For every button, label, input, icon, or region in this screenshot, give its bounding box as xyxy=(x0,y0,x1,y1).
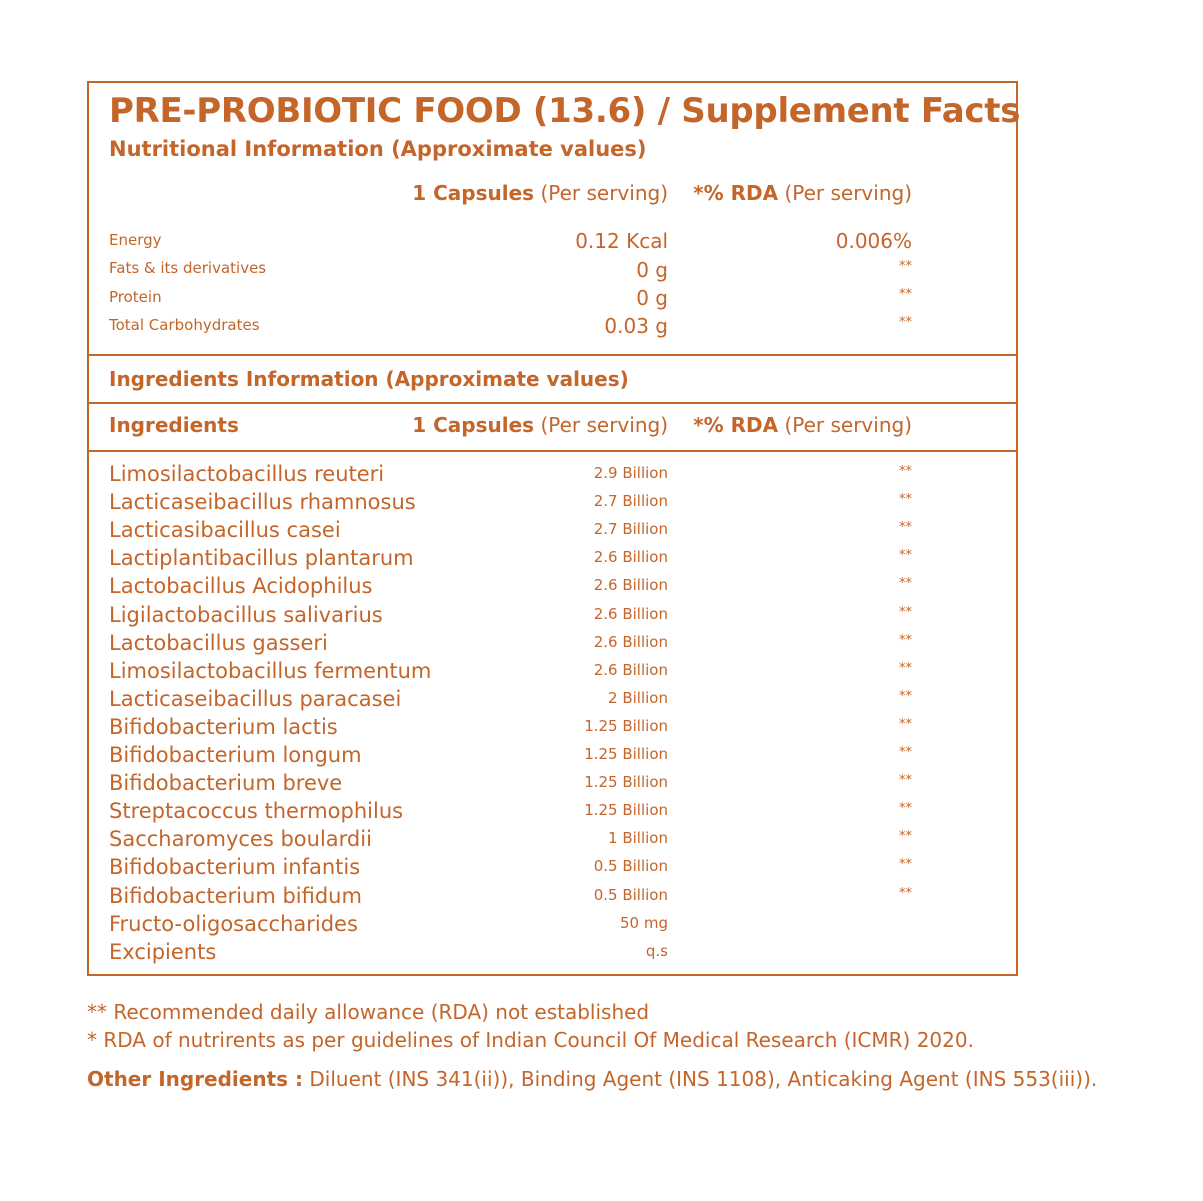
ingredient-amount: 1.25 Billion xyxy=(584,745,668,763)
ingredient-amount: 2.7 Billion xyxy=(593,492,668,511)
ingredients-column-header: Ingredients xyxy=(109,413,239,437)
nutrition-value: 0 g xyxy=(636,286,668,310)
ingredient-rda: ** xyxy=(899,464,912,479)
ingredient-name: Saccharomyces boulardii xyxy=(109,827,372,852)
ingredient-amount: 1.25 Billion xyxy=(584,801,668,820)
nutrition-rda: 0.006% xyxy=(835,229,912,253)
ingredient-amount: 2 Billion xyxy=(608,688,668,707)
ingredient-name: Lacticaseibacillus paracasei xyxy=(109,686,402,711)
ingredient-name: Limosilactobacillus fermentum xyxy=(109,658,432,683)
ingredient-amount: q.s xyxy=(645,941,668,960)
nutrition-rda: ** xyxy=(899,259,912,274)
ingredient-rda: ** xyxy=(899,688,912,704)
ingredient-rda: ** xyxy=(899,857,912,873)
divider xyxy=(89,354,1016,356)
nutrition-value: 0 g xyxy=(636,258,668,282)
serving-column-header: 1 Capsules (Per serving) xyxy=(412,181,668,205)
ingredient-rda: ** xyxy=(899,576,912,592)
rda-column-header: *% RDA (Per serving) xyxy=(693,181,912,205)
nutrition-rda: ** xyxy=(899,315,912,330)
ingredients-section-title: Ingredients Information (Approximate values) xyxy=(109,367,629,391)
ingredient-name: Lactobacillus gasseri xyxy=(109,630,328,655)
ingredient-rda: ** xyxy=(899,492,912,508)
ingredient-amount: 50 mg xyxy=(620,913,668,932)
divider xyxy=(89,450,1016,452)
ingredient-rda: ** xyxy=(899,548,912,564)
supplement-facts-panel xyxy=(87,81,1021,976)
ingredient-name: Lactobacillus Acidophilus xyxy=(109,574,373,599)
nutrition-value: 0.12 Kcal xyxy=(575,229,668,253)
ingredient-rda-header: *% RDA (Per serving) xyxy=(693,413,912,437)
divider xyxy=(89,402,1016,404)
ingredient-amount: 2.6 Billion xyxy=(593,604,668,623)
ingredient-name: Bifidobacterium lactis xyxy=(109,714,338,739)
nutrition-label: Protein xyxy=(109,288,162,306)
ingredient-name: Lactiplantibacillus plantarum xyxy=(109,546,414,571)
ingredient-amount: 0.5 Billion xyxy=(593,885,668,904)
ingredient-rda: ** xyxy=(899,660,912,676)
ingredient-name: Fructo-oligosaccharides xyxy=(109,911,358,936)
ingredient-rda: ** xyxy=(899,520,912,536)
ingredient-rda: ** xyxy=(899,829,912,845)
nutrition-value: 0.03 g xyxy=(604,314,668,338)
ingredient-rda: ** xyxy=(899,716,912,732)
ingredient-amount: 1.25 Billion xyxy=(584,773,668,792)
ingredient-rda: ** xyxy=(899,773,912,789)
ingredient-name: Lacticasibacillus casei xyxy=(109,518,341,543)
footnote-rda: ** Recommended daily allowance (RDA) not established xyxy=(87,1000,650,1024)
ingredient-amount: 0.5 Billion xyxy=(593,857,668,876)
nutrition-label: Fats & its derivatives xyxy=(109,259,267,277)
ingredient-amount: 2.6 Billion xyxy=(593,632,668,651)
nutrition-label: Energy xyxy=(109,231,162,249)
ingredient-amount: 2.6 Billion xyxy=(593,576,668,595)
ingredient-rda: ** xyxy=(899,745,912,760)
ingredient-amount: 2.6 Billion xyxy=(593,660,668,679)
ingredient-name: Bifidobacterium infantis xyxy=(109,855,361,880)
ingredient-name: Bifidobacterium longum xyxy=(109,743,362,767)
ingredient-amount: 2.9 Billion xyxy=(593,464,668,482)
ingredient-rda: ** xyxy=(899,885,912,901)
ingredient-name: Streptacoccus thermophilus xyxy=(109,799,404,824)
ingredient-rda: ** xyxy=(899,632,912,648)
ingredient-rda: ** xyxy=(899,604,912,620)
nutrition-label: Total Carbohydrates xyxy=(109,316,260,334)
ingredient-rda: ** xyxy=(899,801,912,817)
ingredient-name: Lacticaseibacillus rhamnosus xyxy=(109,490,416,515)
ingredient-name: Ligilactobacillus salivarius xyxy=(109,602,383,627)
ingredient-amount: 1 Billion xyxy=(608,829,668,848)
ingredient-name: Limosilactobacillus reuteri xyxy=(109,462,385,486)
ingredient-amount: 1.25 Billion xyxy=(584,716,668,735)
ingredient-amount: 2.6 Billion xyxy=(593,548,668,567)
ingredient-serving-header: 1 Capsules (Per serving) xyxy=(412,413,668,437)
other-ingredients: Other Ingredients : Diluent (INS 341(ii)), Binding Agent (INS 1108), Anticaking Agent (INS 553(iii)). xyxy=(87,1067,1098,1091)
nutrition-rda: ** xyxy=(899,287,912,302)
footnote-icmr: * RDA of nutrirents as per guidelines of Indian Council Of Medical Research (ICMR) 2020. xyxy=(87,1028,974,1052)
ingredient-name: Bifidobacterium bifidum xyxy=(109,883,362,908)
ingredient-amount: 2.7 Billion xyxy=(593,520,668,539)
nutrition-subtitle: Nutritional Information (Approximate values) xyxy=(109,137,647,161)
ingredient-name: Excipients xyxy=(109,939,217,964)
panel-title: PRE-PROBIOTIC FOOD (13.6) / Supplement Facts xyxy=(109,91,1021,131)
ingredient-name: Bifidobacterium breve xyxy=(109,771,343,796)
